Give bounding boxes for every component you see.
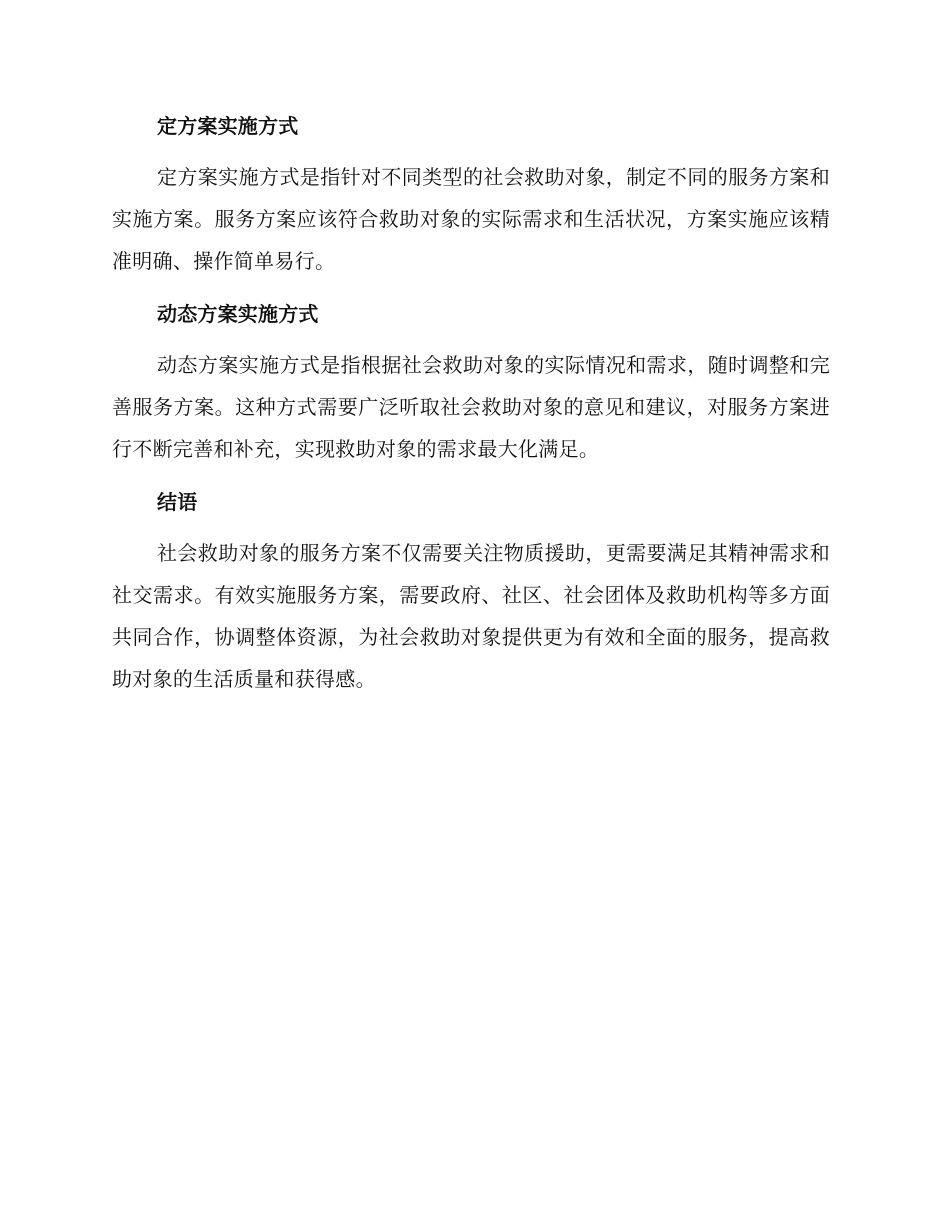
section-fixed-plan [112, 108, 830, 282]
section-dynamic-plan [112, 296, 830, 470]
section-conclusion [112, 484, 830, 700]
section-heading: 结语 [157, 490, 198, 514]
section-heading: 动态方案实施方式 [157, 302, 319, 326]
section-heading: 定方案实施方式 [157, 114, 299, 138]
section-paragraph: 社会救助对象的服务方案不仅需要关注物质援助，更需要满足其精神需求和社交需求。有效实施服务方案，需要政府、社区、社会团体及救助机构等多方面共同合作，协调整体资源，为社会救助对象提供更为有效和全面的服务，提高救助对象的生活质量和获得感。 [112, 541, 830, 691]
document-content [112, 108, 830, 714]
section-paragraph: 动态方案实施方式是指根据社会救助对象的实际情况和需求，随时调整和完善服务方案。这种方式需要广泛听取社会救助对象的意见和建议，对服务方案进行不断完善和补充，实现救助对象的需求最大化满足。 [112, 353, 830, 461]
section-paragraph: 定方案实施方式是指针对不同类型的社会救助对象，制定不同的服务方案和实施方案。服务方案应该符合救助对象的实际需求和生活状况，方案实施应该精准明确、操作简单易行。 [112, 165, 830, 273]
